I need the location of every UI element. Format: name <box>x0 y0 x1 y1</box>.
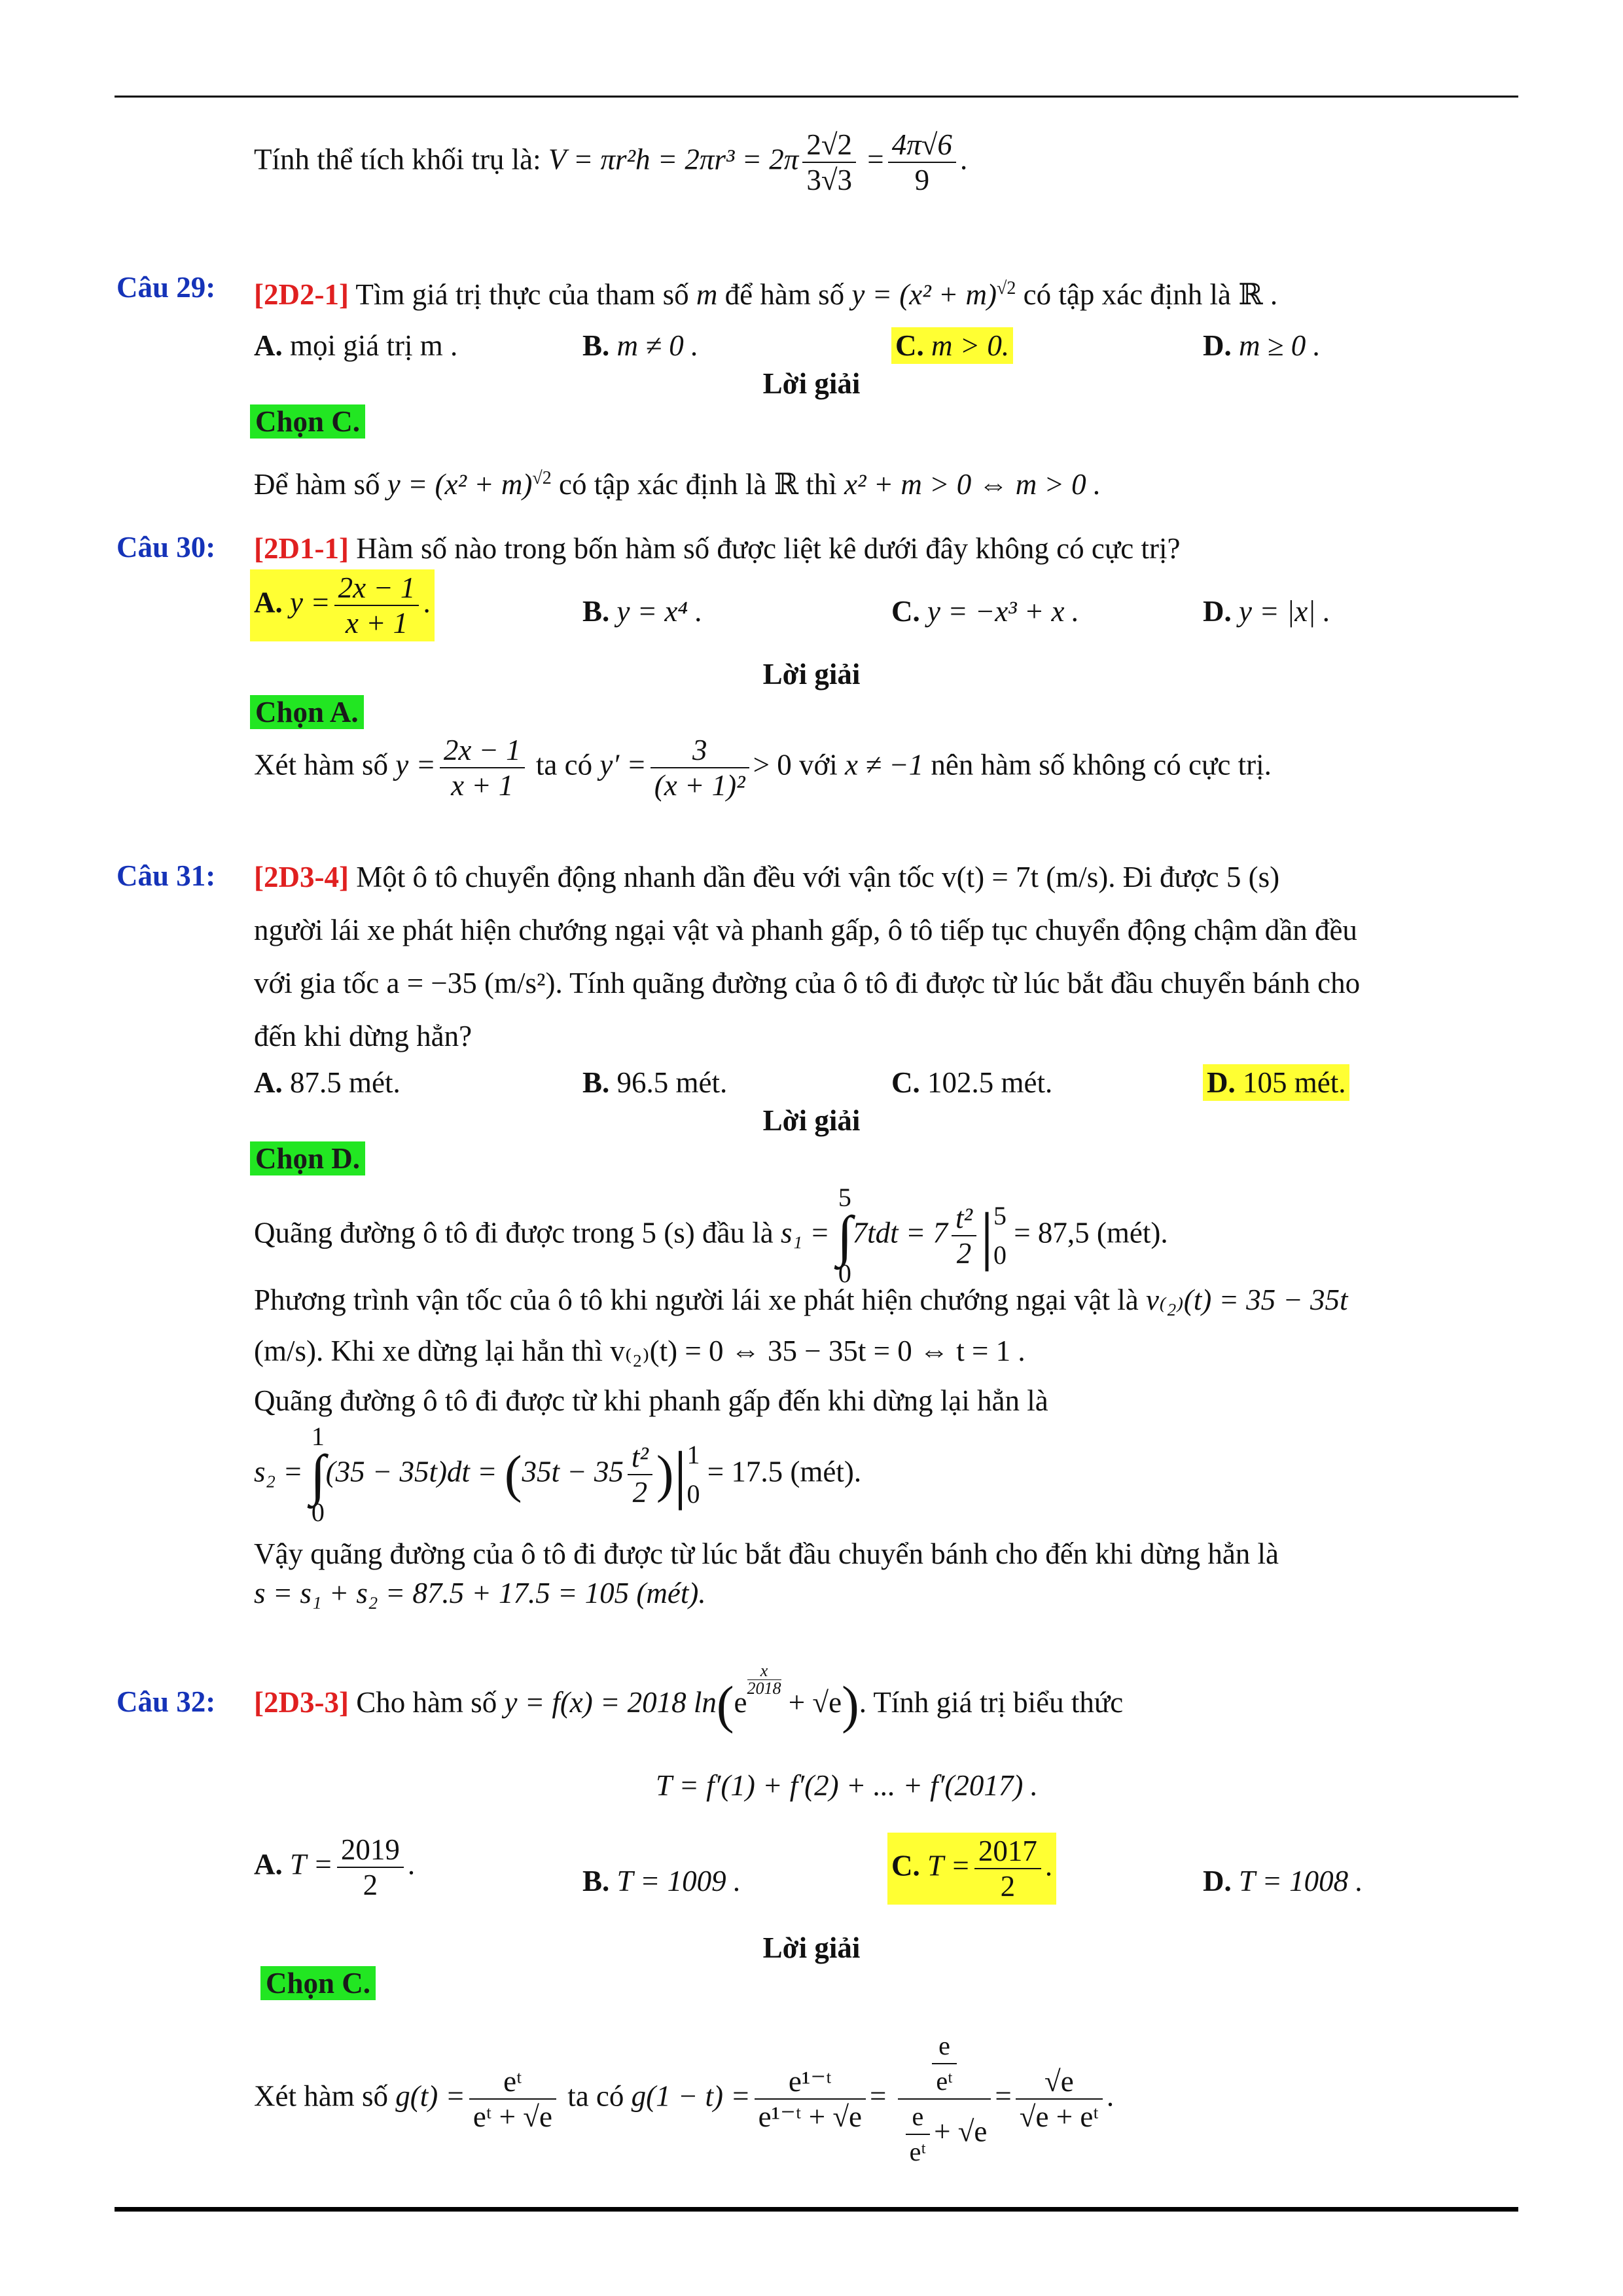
q30-solution-heading: Lời giải <box>762 658 861 691</box>
q30-solution-line: Xét hàm số y = $\frac{2x - 1}{x + 1}$ ta có y′ = $\frac{3}{\text{(x + 1)²}}$ > 0 với x ≠ −1 nên hàm số không có cực trị. <box>254 734 1272 802</box>
evaluation-bar: | <box>673 1438 687 1511</box>
q32-option-c[interactable]: C. T = $\frac{2017}{2}$ . <box>887 1833 1056 1905</box>
question-31-line-3: với gia tốc a = −35 (m/s²). Tính quãng đường của ô tô đi được từ lúc bắt đầu chuyển bánh cho <box>254 967 1361 999</box>
q31-answer-badge: Chọn D. <box>250 1141 365 1175</box>
q29-answer-badge: Chọn C. <box>250 404 365 439</box>
q31-s2-formula: s₂ = 1 ∫ 0 (35 − 35t)dt = (35t − 35 $\frac{\text{t²}}{2}$ )| 1 0 = 17.5 (mét). <box>254 1422 862 1527</box>
q31-solution-heading: Lời giải <box>762 1104 861 1137</box>
question-31-number: Câu 31: <box>116 859 216 892</box>
question-31-line-4: đến khi dừng hẳn? <box>254 1020 473 1052</box>
q29-option-a[interactable]: A. mọi giá trị m . <box>254 329 458 362</box>
q29-solution-heading: Lời giải <box>762 367 861 400</box>
q30-option-d[interactable]: D. y = |x| . <box>1203 595 1331 628</box>
q32-option-b[interactable]: B. T = 1009 . <box>582 1865 741 1897</box>
volume-formula: V = πr²h = 2πr³ = 2π <box>548 143 799 176</box>
q30-answer-badge: Chọn A. <box>250 695 364 729</box>
q31-option-b[interactable]: B. 96.5 mét. <box>582 1066 728 1099</box>
q32-solution-line: Xét hàm số g(t) = $\frac{\text{eᵗ}}{\text{eᵗ + √e}}$ ta có g(1 − t) = $\frac{\text{e¹⁻ᵗ}}{\text{e¹⁻ᵗ + √e}}$ = $\frac{e}{\text{eᵗ}}$ $\frac{e}{\text{eᵗ}}$ + √e = $\frac{√e}{\text{√e + eᵗ}}$ . <box>254 2029 1114 2169</box>
question-31-line-1: [2D3-4] Một ô tô chuyển động nhanh dần đều với vận tốc v(t) = 7t (m/s). Đi được 5 (s) <box>254 861 1280 893</box>
header-rule <box>115 96 1518 98</box>
volume-line: Tính thể tích khối trụ là: V = πr²h = 2πr³ = 2π $\frac{2√2}{3√3}$ = $\frac{4\pi√6}{9}$ . <box>254 128 968 196</box>
footer-rule <box>115 2207 1518 2212</box>
q31-stop-line: (m/s). Khi xe dừng lại hẳn thì v₍₂₎(t) = 0 ⇔ 35 − 35t = 0 ⇔ t = 1 . <box>254 1335 1026 1367</box>
q31-total-text: Vậy quãng đường của ô tô đi được từ lúc bắt đầu chuyển bánh cho đến khi dừng hẳn là <box>254 1537 1279 1570</box>
q32-option-d[interactable]: D. T = 1008 . <box>1203 1865 1363 1897</box>
q29-solution-line: Để hàm số $y = (x^2 + m)^{√2}$ có tập xác định là ℝ thì x² + m > 0 ⇔ m > 0 . <box>254 468 1101 501</box>
q31-option-d[interactable]: D. 105 mét. <box>1203 1064 1349 1101</box>
question-32-T-expression: T = f′(1) + f′(2) + ... + f′(2017) . <box>656 1769 1038 1802</box>
q29-option-d[interactable]: D. m ≥ 0 . <box>1203 329 1321 362</box>
q30-option-a[interactable]: A. y = $\frac{2x - 1}{x + 1}$ . <box>250 569 435 641</box>
q31-option-c[interactable]: C. 102.5 mét. <box>891 1066 1053 1099</box>
integral-sign: ∫ <box>310 1443 326 1506</box>
q31-velocity-line: Phương trình vận tốc của ô tô khi người lái xe phát hiện chướng ngại vật là v₍₂₎(t) = 35 − 35t <box>254 1283 1348 1316</box>
compound-fraction: $\frac{e}{\text{eᵗ}}$ $\frac{e}{\text{eᵗ}}$ + √e <box>898 2029 991 2169</box>
q30-option-b[interactable]: B. y = x⁴ . <box>582 595 703 628</box>
question-29-stem: [2D2-1] Tìm giá trị thực của tham số m để hàm số $y = (x^2 + m)^{√2}$ có tập xác định là ℝ . <box>254 278 1278 311</box>
question-30-stem: [2D1-1] Hàm số nào trong bốn hàm số được liệt kê dưới đây không có cực trị? <box>254 532 1181 565</box>
q29-option-b[interactable]: B. m ≠ 0 . <box>582 329 699 362</box>
question-31-line-2: người lái xe phát hiện chướng ngại vật và phanh gấp, ô tô tiếp tục chuyển động chậm dần đều <box>254 914 1357 946</box>
q31-s1-line: Quãng đường ô tô đi được trong 5 (s) đầu là s₁ = 5 ∫ 0 7tdt = 7 $\frac{\text{t²}}{2}$ | 5 0 = 87,5 (mét). <box>254 1183 1168 1288</box>
question-32-stem: [2D3-3] Cho hàm số y = f(x) = 2018 ln(e $^{\frac{x}{2018}}$ + √e). Tính giá trị biểu thức <box>254 1661 1124 1734</box>
q29-option-c[interactable]: C. m > 0. <box>891 327 1013 364</box>
q32-solution-heading: Lời giải <box>762 1931 861 1964</box>
q30-option-c[interactable]: C. y = −x³ + x . <box>891 595 1080 628</box>
question-29-number: Câu 29: <box>116 271 216 304</box>
integral-sign: ∫ <box>837 1204 853 1267</box>
q32-answer-badge: Chọn C. <box>260 1966 376 2000</box>
question-32-number: Câu 32: <box>116 1685 216 1718</box>
evaluation-bar: | <box>980 1199 993 1272</box>
q32-option-a[interactable]: A. T = $\frac{2019}{2}$ . <box>254 1833 416 1901</box>
q31-option-a[interactable]: A. 87.5 mét. <box>254 1066 401 1099</box>
q31-s2-text: Quãng đường ô tô đi được từ khi phanh gấp đến khi dừng lại hẳn là <box>254 1384 1048 1417</box>
q31-total-formula: s = s₁ + s₂ = 87.5 + 17.5 = 105 (mét). <box>254 1577 706 1609</box>
question-30-number: Câu 30: <box>116 531 216 564</box>
